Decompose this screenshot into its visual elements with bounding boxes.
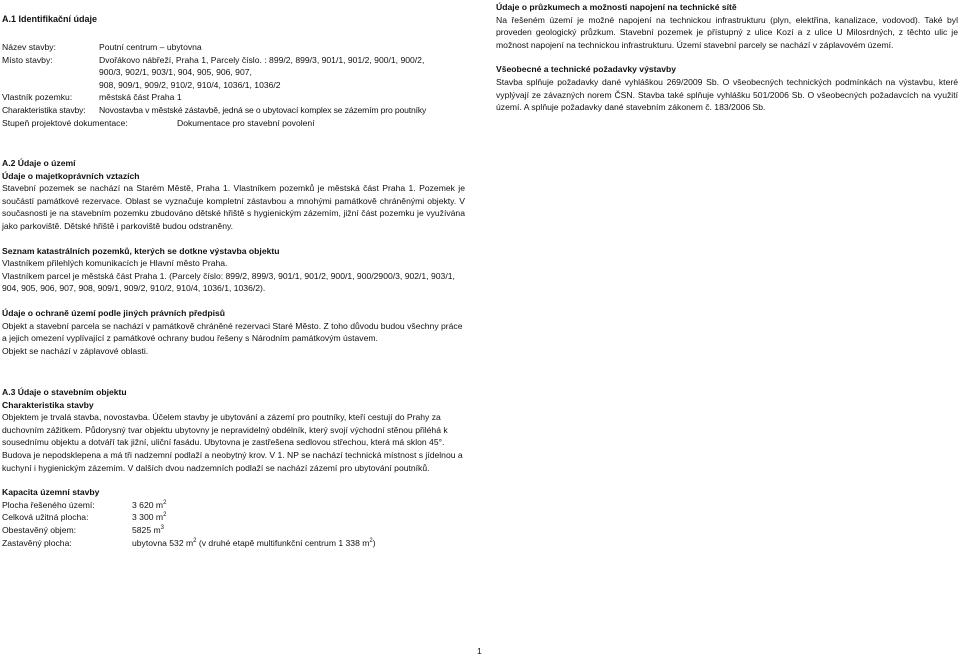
capacity-area-label: Plocha řešeného území: xyxy=(2,499,95,510)
capacity-built-label: Zastavěný plocha: xyxy=(2,537,72,548)
place-line-3: 908, 909/1, 909/2, 910/2, 910/4, 1036/1, 1036/2 xyxy=(99,79,281,90)
capacity-volume-label: Obestavěný objem: xyxy=(2,524,77,535)
protection-text: Objekt a stavební parcela se nachází v památkově chráněné rezervaci Staré Město. Z toho důvodu budou všechny práce a jejich omezení vyplívající z památkové ochrany budou řešeny s Národním památkovým ústavem. xyxy=(2,320,463,344)
section-a2 xyxy=(2,157,465,357)
capacity-heading: Kapacita územní stavby xyxy=(2,487,100,498)
building-characteristic-heading: Charakteristika stavby xyxy=(2,399,94,410)
general-requirements-text: Stavba splňuje požadavky dané vyhláškou 269/2009 Sb. O všeobecných technických podmínkách na výstavbu, které vyplývají ze závazných norem ČSN. Stavba také splňuje vyhlášku 501/2006 Sb. O všeobecných požadavcích na využití území. A splňuje požadavky dané stavebním zákonem č. 183/2006 Sb. xyxy=(496,76,958,113)
capacity-volume-value: 5825 $m^3$ xyxy=(132,524,165,535)
place-label: Místo stavby: xyxy=(2,54,53,65)
right-column xyxy=(496,1,958,114)
owner-value: městská část Praha 1 xyxy=(99,92,182,103)
place-line-2: 900/3, 902/1, 903/1, 904, 905, 906, 907, xyxy=(99,67,252,78)
section-a3 xyxy=(2,386,465,549)
identification-block xyxy=(2,41,472,129)
name-value: Poutní centrum – ubytovna xyxy=(99,42,202,52)
characteristic-label: Charakteristika stavby: xyxy=(2,104,86,115)
capacity-table xyxy=(2,499,465,549)
capacity-usable-label: Celková užitná plocha: xyxy=(2,512,89,523)
section-a1-heading: A.1 Identifikační údaje xyxy=(2,14,98,24)
building-characteristic-text: Objektem je trvalá stavba, novostavba. Účelem stavby je ubytování a zázemí pro poutníky, kteří cestují do Prahy za duchovním zážitkem. Půdorysný tvar objektu ubytovny je nepravidelný obdélník, který svojí východní stěnou přiléhá k sousednímu objektu a dotváří tak jižní, uliční fasádu. Ubytovna je zastřešena sedlovou střechou, která má sklon 45°. Budova je nepodsklepena a má tři nadzemní podlaží a neobytný krov. V 1. NP se nachází technická místnost s jídelnou a kuchyní i hygienickým zázemím. V dalších dvou nadzemních podlaží se nachází zázemí pro ubytování poutníků. xyxy=(2,412,463,473)
flood-text: Objekt se nachází v záplavové oblasti. xyxy=(2,345,149,356)
ownership-heading: Údaje o majetkoprávních vztazích xyxy=(2,170,140,181)
section-a2-heading: A.2 Údaje o území xyxy=(2,158,76,168)
cadastral-text-parcels: Vlastníkem parcel je městská část Praha 1. (Parcely číslo: 899/2, 899/3, 901/1, 901/2, 900/1, 900/2900/3, 902/1, 903/1, 904, 905, 906, 907, 908, 909/1, 909/2, 910/2, 910/4, 1036/1, 1036/2). xyxy=(2,270,455,294)
owner-label: Vlastník pozemku: xyxy=(2,92,73,103)
survey-text: Na řešeném území je možné napojení na technickou infrastrukturu (plyn, elektřina, kanalizace, vodovod). Také byl proveden geologický průzkum. Stavební pozemek je přístupný z ulice Kozí a z ulice U Milosrdných, z těchto ulic je možnost napojení na technickou infrastrukturu. Území stavební parcely se nachází v záplavovém území. xyxy=(496,14,958,50)
page-number: 1 xyxy=(477,646,482,656)
protection-heading: Údaje o ochraně území podle jiných právních předpisů xyxy=(2,307,226,318)
ownership-text: Stavební pozemek se nachází na Starém Městě, Praha 1. Vlastníkem pozemků je městská část Praha 1. Pozemek je součástí památkové rezervace. Oblast se vyznačuje kompletní zástavbou a mnohými památkově chráněnými objekty. V současnosti je na stavebním pozemku zbudováno dětské hřiště s hygienickým zázemím, jižní část pozemku je využívána jako parkoviště. Dětské hřiště i parkoviště budou odstraněny. xyxy=(2,183,465,231)
cadastral-text-roads: Vlastníkem přilehlých komunikacích je Hlavní město Praha. xyxy=(2,258,228,269)
survey-heading: Údaje o průzkumech a možnosti napojení na technické sítě xyxy=(496,2,737,12)
section-a3-heading: A.3 Údaje o stavebním objektu xyxy=(2,387,127,397)
documentation-stage-value: Dokumentace pro stavební povolení xyxy=(177,117,315,128)
name-label: Název stavby: xyxy=(2,42,56,52)
cadastral-heading: Seznam katastrálních pozemků, kterých se dotkne výstavba objektu xyxy=(2,245,280,256)
place-line-1: Dvořákovo nábřeží, Praha 1, Parcely číslo. : 899/2, 899/3, 901/1, 901/2, 900/1, 900/2, xyxy=(99,54,425,65)
capacity-area-value: 3 620 $m^2$ xyxy=(132,499,167,510)
capacity-built-value: ubytovna 532 $m^2$ (v druhé etapě multifunkční centrum 1 338 $m^2$) xyxy=(132,537,376,548)
general-requirements-heading: Všeobecné a technické požadavky výstavby xyxy=(496,64,677,75)
documentation-stage-label: Stupeň projektové dokumentace: xyxy=(2,117,128,128)
capacity-usable-value: 3 300 $m^2$ xyxy=(132,512,167,523)
characteristic-value: Novostavba v městské zástavbě, jedná se o ubytovací komplex se zázemím pro poutníky xyxy=(99,104,427,115)
